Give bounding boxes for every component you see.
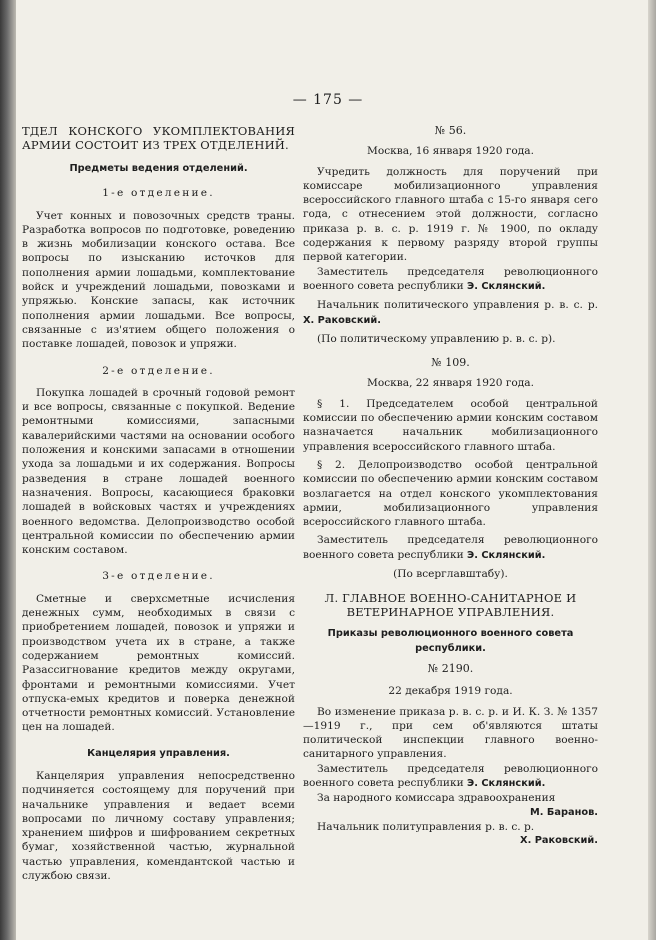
signature-name: Х. Раковский. [303, 314, 381, 326]
order2190-signature-1 [303, 762, 598, 792]
order2190-date: 22 декабря 1919 года. [388, 685, 513, 698]
order56-note: (По политическому управлению р. в. с. р). [317, 332, 556, 345]
signature-name: Э. Склянский. [467, 777, 546, 789]
dept3-title: 3-е отделение. [102, 570, 215, 583]
signature-role: Заместитель председателя революционного военного совета республики [303, 534, 598, 561]
order2190-text: Во изменение приказа р. в. с. р. и И. К. З. № 1357—1919 г., при сем об'являются штаты политической инспекции главного военно-санитарного управления. [303, 705, 598, 761]
chancery-text: Канцелярия управления непосредственно подчиняется состоящему для поручений при начальнике управления и ведает всеми вопросами по личному составу управления; хранением шифров и шифрованием секретных бумаг, хозяйственной частью, журнальной частью управления, комендантской частью и службою связи. [22, 769, 295, 883]
order56-number: № 56. [434, 124, 467, 137]
order109-paragraph-1: § 1. Председателем особой центральной комиссии по обеспечению армии конским составом назначается начальник мобилизационного управления всероссийского главного штаба. [303, 397, 598, 453]
dept3-text: Сметные и сверхсметные исчисления денежных сумм, необходимых в связи с приобретением лошадей, повозок и упряжи и производством учета их в стране, а также содержанием ремонтных комиссий. Разассигнование кредитов между округами, фронтами и ремонтными комиссиями. Учет отпуска-емых кредитов и поверка денежной отчетности ремонтных комиссий. Установление цен на лошадей. [22, 592, 295, 734]
signature-name: Э. Склянский. [467, 280, 546, 292]
page-edge-shadow [648, 0, 656, 940]
signature-role: Заместитель председателя революционного военного совета республики [303, 762, 598, 789]
orders-heading: Приказы революционного военного совета республики. [327, 628, 574, 654]
dept2-text: Покупка лошадей в срочный годовой ремонт и все вопросы, связанные с покупкой. Ведение ремонтными комиссиями, запасными кавалерийскими частями на основании особого положения и конскими запасами в отношении ухода за лошадьми и их содержания. Вопросы разведения в стране лошадей военного назначения. Вопросы, касающиеся браковки лошадей в войсковых частях и учреждениях военного ведомства. Делопроизводство особой центральной комиссии по обеспечению армии конским составом. [22, 386, 295, 557]
left-column [22, 124, 295, 883]
order109-note: (По всерглавштабу). [393, 568, 508, 581]
chancery-heading: Канцелярия управления. [87, 747, 230, 759]
page-number: — 175 — [292, 92, 364, 108]
order56-place-date: Москва, 16 января 1920 года. [367, 145, 534, 158]
order109-signature [303, 533, 598, 563]
order2190-signature-3-role: Начальник политуправления р. в. с. р. [317, 820, 535, 833]
subject-heading: Предметы ведения отделений. [69, 163, 248, 174]
order56-signature-2 [303, 298, 598, 328]
dept2-title: 2-е отделение. [102, 364, 215, 377]
signature-name: Э. Склянский. [467, 549, 546, 561]
order109-number: № 109. [431, 356, 470, 370]
signature-role: Начальник политического управления р. в. с. р. [317, 299, 598, 312]
signature-role: Заместитель председателя революционного военного совета республики [303, 265, 598, 292]
right-column [303, 124, 598, 848]
order2190-number: № 2190. [427, 661, 474, 675]
section-title: ТДЕЛ КОНСКОГО УКОМПЛЕКТОВАНИЯ АРМИИ СОСТОИТ ИЗ ТРЕХ ОТДЕЛЕНИЙ. [22, 124, 295, 152]
order56-text: Учредить должность для поручений при комиссаре мобилизационного управления всероссийского главного штаба с 15-го января сего года, с отнесением этой должности, согласно приказа р. в. с. р. 1919 г. № 1900, по окладу содержания к первому разряду второй группы первой категории. [303, 165, 598, 264]
dept1-title: 1-е отделение. [102, 187, 215, 200]
order2190-signature-2-name: М. Баранов. [529, 806, 598, 818]
order56-signature-1 [303, 265, 598, 295]
order2190-signature-2-role: За народного комиссара здравоохранения [317, 792, 556, 805]
order2190-signature-3-name: Х. Раковский. [520, 835, 598, 847]
section-l-title: Л. ГЛАВНОЕ ВОЕННО-САНИТАРНОЕ И ВЕТЕРИНАРНОЕ УПРАВЛЕНИЯ. [324, 591, 577, 620]
order109-paragraph-2: § 2. Делопроизводство особой центральной комиссии по обеспечению армии конским составом возлагается на отдел конского укомплектования армии, мобилизационного управления всероссийского главного штаба. [303, 458, 598, 529]
dept1-text: Учет конных и повозочных средств траны. Разработка вопросов по подготовке, роведению в жизнь мобилизации конского остава. Все вопросы по изысканию источков для пополнения армии лошадьми, комплектование войск и учреждений лошадьми, повозками и упряжью. Конские запасы, как источник пополнения армии лошадьми. Все вопросы, связанные с из'ятием общего положения о поставке лошадей, повозок и упряжи. [22, 209, 295, 351]
order109-place-date: Москва, 22 января 1920 года. [367, 377, 534, 390]
book-spine-shadow [0, 0, 16, 940]
